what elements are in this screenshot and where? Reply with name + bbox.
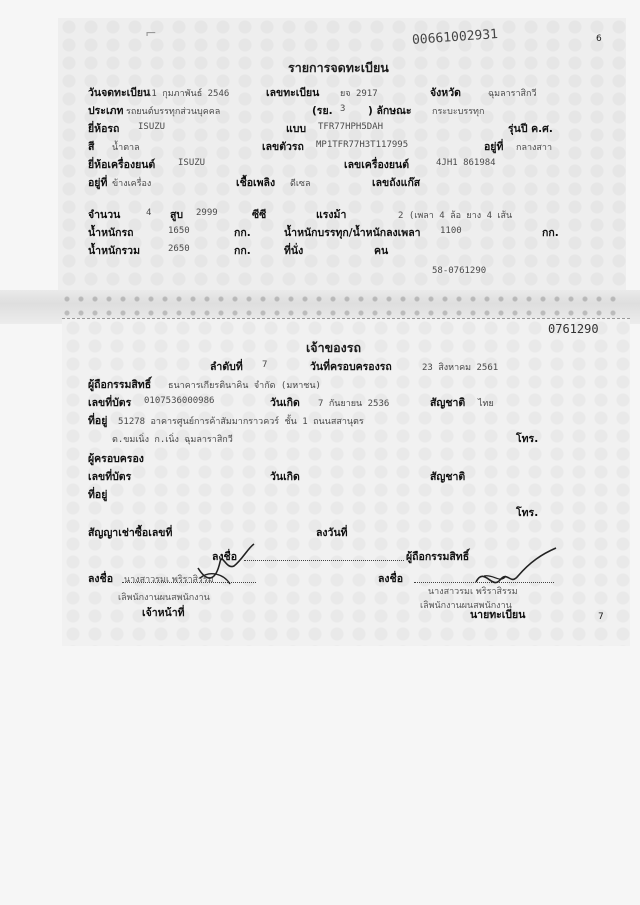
province-label: จังหวัด	[430, 87, 461, 99]
reg-date-label: วันจดทะเบียน	[88, 87, 151, 99]
brand-label: ยี่ห้อรถ	[88, 123, 120, 135]
model-value: TFR77HPH5DAH	[318, 122, 384, 132]
owner-nation-label: สัญชาติ	[430, 397, 466, 409]
chassis-label: เลขตัวรถ	[262, 141, 304, 153]
total-weight-label: น้ำหนักรวม	[88, 245, 140, 257]
owner-id-value: 0107536000986	[144, 396, 215, 406]
style-label: ) ลักษณะ	[368, 105, 412, 117]
engine-brand-value: ISUZU	[178, 158, 206, 168]
engine-brand-label: ยี่ห้อเครื่องยนต์	[88, 159, 156, 171]
cc-label: ซีซี	[252, 209, 267, 221]
page-number-bottom: 7	[598, 612, 604, 622]
registration-serial: 58-0761290	[432, 266, 487, 276]
registrar-signature	[470, 546, 560, 596]
engine-no-value: 4JH1 861984	[436, 158, 496, 168]
holder-birth-label: วันเกิด	[270, 471, 300, 483]
right-sign-role: เลิพนักงานผนสพนักงาน	[420, 601, 512, 611]
count-label: จำนวน	[88, 209, 121, 221]
engine-loc-value: ข้างเครื่อง	[112, 179, 152, 189]
color-value: น้ำตาล	[112, 143, 140, 153]
registration-title: รายการจดทะเบียน	[288, 60, 389, 75]
weight-label: น้ำหนักรถ	[88, 227, 134, 239]
kg-label-3: กก.	[234, 245, 251, 257]
chassis-value: MP1TFR77H3T117995	[316, 140, 409, 150]
year-label: รุ่นปี ค.ศ.	[508, 123, 553, 135]
plate-label: เลขทะเบียน	[266, 87, 320, 99]
province-value: ฉุมลาราสิกวี	[488, 89, 537, 99]
load-label: น้ำหนักบรรทุก/น้ำหนักลงเพลา	[284, 227, 421, 239]
left-sign-name: นางสาวรมเ พริราสิรรม	[124, 575, 214, 585]
lease-date-label: ลงวันที่	[316, 527, 348, 539]
piston-label: สูบ	[170, 209, 184, 221]
reg-date-value: 11 กุมภาพันธ์ 2546	[146, 89, 230, 99]
perforation-row	[60, 294, 620, 304]
left-sign-role: เลิพนักงานผนสพนักงาน	[118, 593, 210, 603]
possess-date-value: 23 สิงหาคม 2561	[422, 363, 499, 373]
holder-id-label: เลขที่บัตร	[88, 471, 132, 483]
owner-birth-label: วันเกิด	[270, 397, 300, 409]
owner-nation-value: ไทย	[478, 399, 494, 409]
kg-label-2: กก.	[542, 227, 559, 239]
engine-no-label: เลขเครื่องยนต์	[344, 159, 410, 171]
left-sign-label: ลงชื่อ	[88, 573, 113, 585]
order-value: 7	[262, 360, 268, 370]
style-value: กระบะบรรทุก	[432, 107, 485, 117]
owner-sign-role: ผู้ถือกรรมสิทธิ์	[406, 551, 470, 563]
type-label: ประเภท	[88, 105, 124, 117]
owner-birth-value: 7 กันยายน 2536	[318, 399, 390, 409]
hp-label: แรงม้า	[316, 209, 347, 221]
rs-value: 3	[340, 104, 346, 114]
color-label: สี	[88, 141, 95, 153]
owner-address-label: ที่อยู่	[88, 415, 108, 427]
plate-value: ยจ 2917	[340, 89, 378, 99]
owner-title: เจ้าของรถ	[306, 340, 362, 355]
located-value: กลางสาา	[516, 143, 553, 153]
type-value: รถยนต์บรรทุกส่วนบุคคล	[126, 107, 221, 117]
owner-id-label: เลขที่บัตร	[88, 397, 132, 409]
holder-nation-label: สัญชาติ	[430, 471, 466, 483]
registrar-label: นายทะเบียน	[470, 609, 526, 621]
engine-loc-label: อยู่ที่	[88, 177, 108, 189]
owner-address-line1: 51278 อาคารศูนย์การค้าสัมมากราวควร์ ชั้น 1 ถนนสสานุตร	[118, 417, 364, 427]
right-sign-label: ลงชื่อ	[378, 573, 403, 585]
lease-label: สัญญาเช่าซื้อเลขที่	[88, 527, 173, 539]
scan-mark: ⌐	[145, 26, 157, 42]
right-sign-name: นางสาวรมเ พริราสิรรม	[428, 587, 518, 597]
holder-tel-label: โทร.	[516, 507, 539, 519]
located-label: อยู่ที่	[484, 141, 504, 153]
signature-line	[244, 560, 404, 561]
owner-sign-label: ลงชื่อ	[212, 551, 237, 563]
possess-date-label: วันที่ครอบครองรถ	[310, 361, 392, 373]
total-weight-value: 2650	[168, 244, 190, 254]
load-value: 1100	[440, 226, 462, 236]
torn-serial: 0761290	[548, 322, 599, 336]
brand-value: ISUZU	[138, 122, 166, 132]
holder-label: ผู้ครอบครอง	[88, 453, 144, 465]
perforation-row	[60, 308, 620, 318]
person-label: คน	[374, 245, 389, 257]
fuel-value: ดีเซล	[290, 179, 311, 189]
owner-value: ธนาคารเกียรตินาคิน จำกัด (มหาชน)	[168, 381, 321, 391]
hp-value: 2 (เพลา 4 ล้อ ยาง 4 เส้น	[398, 211, 513, 221]
piston-value: 2999	[196, 208, 218, 218]
tank-label: เลขถังแก๊ส	[372, 177, 421, 189]
kg-label-1: กก.	[234, 227, 251, 239]
staff-label: เจ้าหน้าที่	[142, 607, 185, 619]
owner-address-line2: ต.ขมเนิ่ง ก.เนิ่ง ฉุมลาราสิกวี	[112, 435, 233, 445]
count-value: 4	[146, 208, 152, 218]
model-label: แบบ	[286, 123, 307, 135]
rs-label: (รย.	[312, 105, 333, 117]
page-number-top: 6	[596, 34, 602, 44]
owner-label: ผู้ถือกรรมสิทธิ์	[88, 379, 152, 391]
handwritten-doc-number: 00661002931	[411, 27, 499, 48]
seat-label: ที่นั่ง	[284, 245, 304, 257]
order-label: ลำดับที่	[210, 361, 243, 373]
owner-tel-label: โทร.	[516, 433, 539, 445]
fuel-label: เชื้อเพลิง	[236, 177, 276, 189]
weight-value: 1650	[168, 226, 190, 236]
holder-address-label: ที่อยู่	[88, 489, 108, 501]
staff-signature	[190, 540, 260, 590]
